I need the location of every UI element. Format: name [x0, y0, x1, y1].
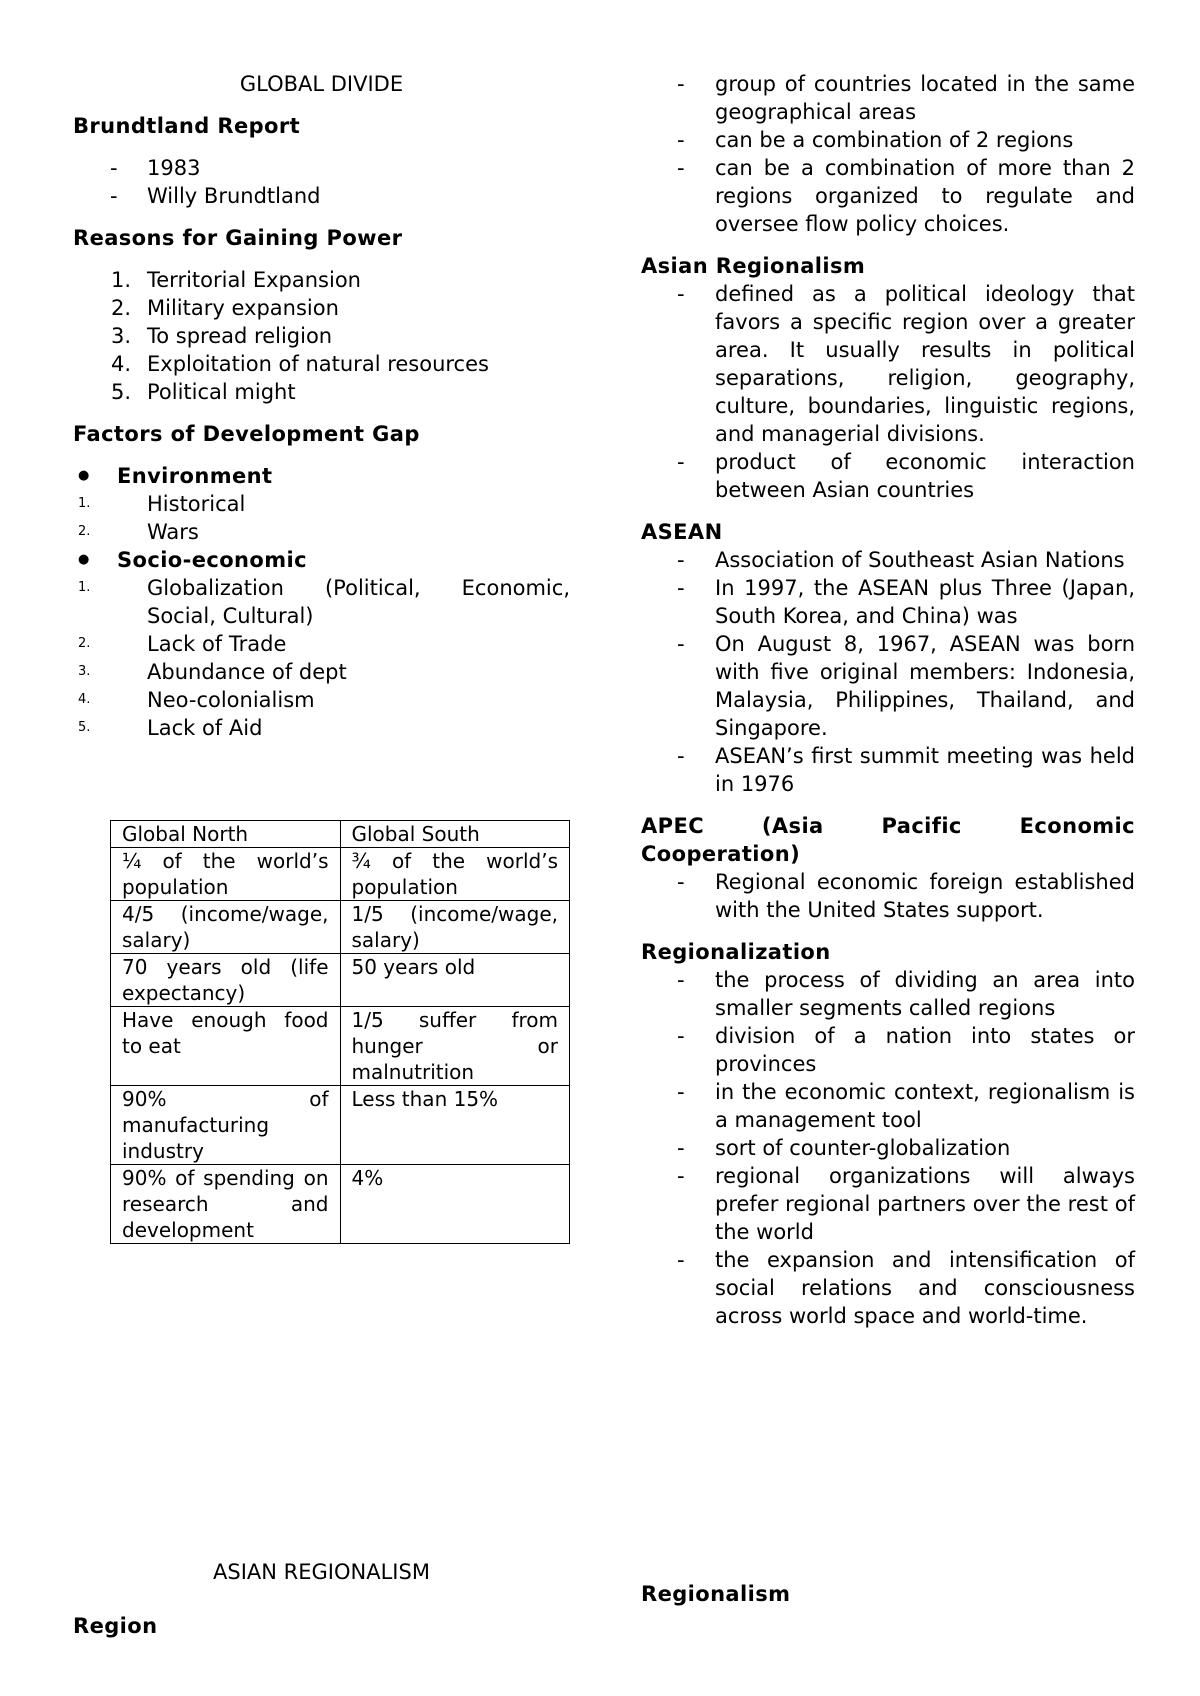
factors-heading: Factors of Development Gap [73, 422, 420, 446]
regionalism-heading: Regionalism [641, 1582, 791, 1606]
apec-list [641, 868, 1135, 924]
list-item: 3. To spread religion [111, 324, 333, 348]
left-column [73, 70, 570, 742]
table-cell: ¾ of the world’s population [340, 848, 570, 901]
list-item: - the expansion and intensification of social relations and consciousness across world space and world-time. [677, 1248, 1135, 1328]
table-cell: 70 years old (life expectancy) [111, 954, 341, 1007]
regionalization-heading: Regionalization [641, 940, 831, 964]
asean-list [641, 546, 1135, 798]
list-item: - Willy Brundtland [110, 184, 321, 208]
asian-regionalism-list [641, 280, 1135, 504]
table-header-cell: Global South [340, 821, 570, 848]
section-title: ASIAN REGIONALISM [213, 1560, 430, 1584]
table-row [111, 1007, 570, 1086]
list-item: - regional organizations will always prefer regional partners over the rest of the world [677, 1164, 1135, 1244]
brundtland-list [73, 154, 570, 210]
table-cell: 1/5 suffer from hunger or malnutrition [340, 1007, 570, 1086]
list-item: - the process of dividing an area into smaller segments called regions [677, 968, 1135, 1020]
region-heading: Region [73, 1614, 158, 1638]
list-item: 2. Wars [78, 520, 199, 544]
list-item: - group of countries located in the same geographical areas [677, 72, 1135, 124]
list-item: - sort of counter-globalization [677, 1136, 1011, 1160]
table-header-row [111, 821, 570, 848]
table-cell: 90% of manufacturing industry [111, 1086, 341, 1165]
regionalization-list [641, 966, 1135, 1330]
list-item: 4. Neo-colonialism [78, 688, 315, 712]
table-row [111, 848, 570, 901]
environment-bullet: ● Environment 1. Historical 2. Wars [73, 462, 570, 546]
global-north-south-table [110, 820, 570, 1244]
factors-list [73, 462, 570, 742]
list-item: - In 1997, the ASEAN plus Three (Japan, South Korea, and China) was [677, 576, 1135, 628]
list-item: - can be a combination of 2 regions [677, 128, 1074, 152]
list-item: 5. Lack of Aid [78, 716, 263, 740]
asian-regionalism-heading: Asian Regionalism [641, 254, 866, 278]
table-cell: ¼ of the world’s population [111, 848, 341, 901]
table-cell: 1/5 (income/wage, salary) [340, 901, 570, 954]
list-item: 4. Exploitation of natural resources [111, 352, 489, 376]
list-item: 2. Lack of Trade [78, 632, 287, 656]
list-item: 1. Historical [78, 492, 246, 516]
list-item: 5. Political might [111, 380, 296, 404]
brundtland-heading: Brundtland Report [73, 114, 301, 138]
table-cell: 90% of spending on research and development [111, 1165, 341, 1244]
table-header-cell: Global North [111, 821, 341, 848]
region-list [641, 70, 1135, 238]
list-item: 1. Globalization (Political, Economic, Social, Cultural) [78, 576, 570, 628]
list-item: - ASEAN’s first summit meeting was held in 1976 [677, 744, 1135, 796]
apec-heading: APEC (Asia Pacific Economic Cooperation) [641, 814, 1135, 866]
list-item: 3. Abundance of dept [78, 660, 347, 684]
bullet-icon: ● [78, 552, 90, 567]
list-item: - defined as a political ideology that favors a specific region over a greater area. It usually results in political separations, religion, geography, culture, boundaries, linguistic regions, and managerial divisions. [677, 282, 1135, 446]
list-item: - 1983 [110, 156, 201, 180]
table-row [111, 1165, 570, 1244]
table-row [111, 1086, 570, 1165]
table-cell: 4% [340, 1165, 570, 1244]
environment-list [73, 490, 570, 546]
table-cell: Less than 15% [340, 1086, 570, 1165]
list-item: - Association of Southeast Asian Nations [677, 548, 1125, 572]
asean-heading: ASEAN [641, 520, 723, 544]
table-row [111, 901, 570, 954]
table-cell: Have enough food to eat [111, 1007, 341, 1086]
reasons-heading: Reasons for Gaining Power [73, 226, 403, 250]
right-column [641, 70, 1135, 1330]
table-cell: 50 years old [340, 954, 570, 1007]
socio-economic-list [73, 574, 570, 742]
reasons-list [73, 266, 570, 406]
bullet-icon: ● [78, 468, 90, 483]
list-item: 2. Military expansion [111, 296, 339, 320]
table-row [111, 954, 570, 1007]
page-title: GLOBAL DIVIDE [239, 72, 404, 96]
list-item: 1. Territorial Expansion [111, 268, 361, 292]
list-item: - Regional economic foreign established with the United States support. [677, 870, 1135, 922]
list-item: - On August 8, 1967, ASEAN was born with five original members: Indonesia, Malaysia, Philippines, Thailand, and Singapore. [677, 632, 1135, 740]
socio-economic-bullet: ● Socio-economic 1. Globalization (Political, Economic, Social, Cultural) 2. Lack of Trade 3. Abundance of dept 4. Neo-colonialism 5. Lack of Aid [73, 546, 570, 742]
list-item: - division of a nation into states or provinces [677, 1024, 1135, 1076]
table-cell: 4/5 (income/wage, salary) [111, 901, 341, 954]
list-item: - can be a combination of more than 2 regions organized to regulate and oversee flow policy choices. [677, 156, 1135, 236]
list-item: - in the economic context, regionalism is a management tool [677, 1080, 1135, 1132]
list-item: - product of economic interaction between Asian countries [677, 450, 1135, 502]
